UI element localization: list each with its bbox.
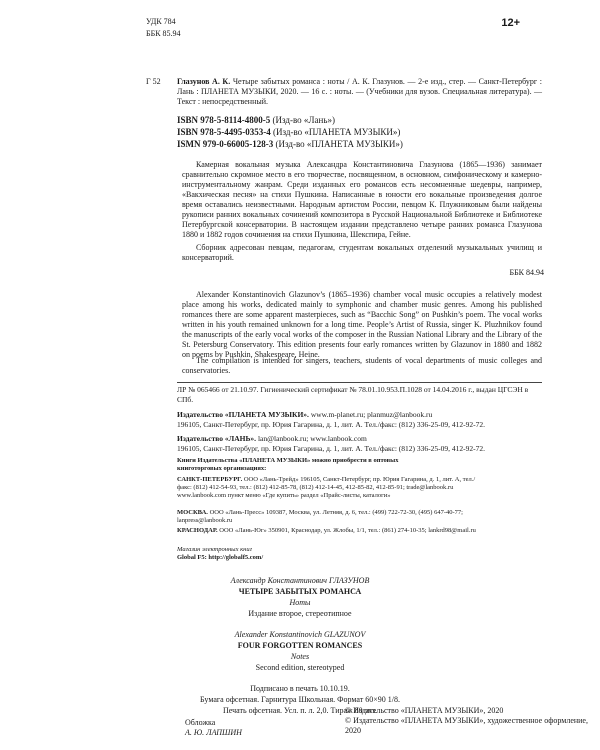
print-run: Печать офсетная. Усл. п. л. 2,0. Тираж 80 экз.	[223, 706, 377, 715]
en-title: FOUR FORGOTTEN ROMANCES	[237, 641, 363, 650]
bibliographic-record	[177, 77, 542, 107]
bbk-code-bottom: ББК 84.94	[509, 268, 544, 277]
publisher-address: 196105, Санкт-Петербург, пр. Юрия Гагарина, д. 1, лит. А. Тел./факс: (812) 336-25-09, 412-92-72.	[177, 419, 486, 429]
author-name: Глазунов А. К.	[177, 77, 231, 86]
shops-heading: Книги Издательства «ПЛАНЕТА МУЗЫКИ» можно приобрести в оптовых книготорговых организациях:	[177, 457, 399, 473]
ismn-number: ISMN 979-0-66005-128-3	[177, 139, 274, 149]
ru-type: Ноты	[289, 598, 311, 607]
udk-code: УДК 784	[146, 17, 176, 26]
ismn-publisher: (Изд-во «ПЛАНЕТА МУЗЫКИ»)	[273, 139, 403, 149]
print-paper: Бумага офсетная. Гарнитура Школьная. Формат 60×90 1/8.	[200, 695, 400, 704]
isbn-number: ISBN 978-5-8114-4800-5	[177, 115, 271, 125]
shop-moscow	[177, 509, 477, 525]
catalog-code: Г 52	[146, 77, 161, 86]
ru-edition: Издание второе, стереотипное	[248, 609, 352, 618]
publisher-planeta	[177, 410, 542, 429]
shop-details: ООО «Лань-Пресс» 109387, Москва, ул. Летняя, д. 6, тел.: (499) 722-72-30, (495) 647-40-77; lanpress@lanbook.ru	[177, 509, 463, 525]
shop-city: КРАСНОДАР.	[177, 527, 218, 534]
isbn-number: ISBN 978-5-4495-0353-4	[177, 127, 271, 137]
copyright-1: © Издательство «ПЛАНЕТА МУЗЫКИ», 2020	[345, 706, 504, 715]
annotation-ru-2: Сборник адресован певцам, педагогам, студентам вокальных отделений музыкальных училищ и консерваторий.	[182, 243, 542, 262]
shop-city: САНКТ-ПЕТЕРБУРГ.	[177, 476, 243, 483]
ismn-line	[177, 139, 557, 150]
publisher-name: Издательство «ПЛАНЕТА МУЗЫКИ».	[177, 410, 309, 419]
bbk-code-top: ББК 85.94	[146, 29, 181, 38]
annotation-en-1: Alexander Konstantinovich Glazunov’s (1865–1936) chamber vocal music occupies a relatively modest place among his works, dedicated mainly to symphonic and chamber music genres. Among his published romances there are some apparent masterpieces, such as “Bacchic Song” on Pushkin’s poem. The vocal works written in his youth remained unknown for a long time. People’s Artist of Russia, singer K. Pluzhnikov found the manuscripts of the early vocal works of the composer in the Russian National Library and the Library of the St. Petersburg Conservatory. This edition presents four early romances written by Glazunov in 1880 and 1882 on poems by Pushkin, Shakespeare, Heine.	[182, 290, 542, 359]
en-author: Alexander Konstantinovich GLAZUNOV	[234, 630, 366, 639]
ebooks-label: Магазин электронных книг	[177, 546, 253, 553]
cover-label: Обложка	[185, 718, 216, 727]
copyright-2: © Издательство «ПЛАНЕТА МУЗЫКИ», художественное оформление, 2020	[345, 716, 588, 735]
cover-artist: А. Ю. ЛАПШИН	[185, 728, 242, 737]
license-info: ЛР № 065466 от 21.10.97. Гигиенический сертификат № 78.01.10.953.П.1028 от 14.04.2016 г., выдан ЦГСЭН в СПб.	[177, 385, 529, 404]
en-edition: Second edition, stereotyped	[255, 663, 345, 672]
ru-title: ЧЕТЫРЕ ЗАБЫТЫХ РОМАНСА	[238, 587, 362, 596]
en-type: Notes	[290, 652, 310, 661]
ebooks-store: Global F5: http://globalf5.com/	[177, 554, 264, 561]
isbn-line	[177, 115, 557, 126]
publisher-address: 196105, Санкт-Петербург, пр. Юрия Гагарина, д. 1, лит. А. Тел./факс: (812) 336-25-09, 412-92-72.	[177, 443, 486, 453]
bibliographic-text: Четыре забытых романса : ноты / А. К. Глазунов. — 2-е изд., стер. — Санкт-Петербург : Лань : ПЛАНЕТА МУЗЫКИ, 2020. — 16 с. : ноты. — (Учебники для вузов. Специальная литература). — Текст : непосредственный.	[177, 77, 543, 106]
age-rating: 12+	[501, 17, 520, 29]
ru-author: Александр Константинович ГЛАЗУНОВ	[230, 576, 370, 585]
isbn-line	[177, 127, 557, 138]
shop-city: МОСКВА.	[177, 509, 208, 516]
publisher-name: Издательство «ЛАНЬ».	[177, 434, 257, 443]
shop-krasnodar	[177, 527, 477, 535]
isbn-publisher: (Изд-во «ПЛАНЕТА МУЗЫКИ»)	[270, 127, 401, 137]
shop-spb	[177, 476, 477, 501]
shop-details: ООО «Лань-Трейд» 196105, Санкт-Петербург, пр. Юрия Гагарина, д. 1, лит. А, тел./факс: (812) 412-54-93, тел.: (812) 412-85-78, (812) 412-14-45, 412-85-82, 412-85-91; trade@lanbook.ru www.lanbook.com пункт меню «Где купить» раздел «Прайс-листы, каталоги»	[177, 476, 476, 500]
annotation-ru-1: Камерная вокальная музыка Александра Константиновича Глазунова (1865—1936) занимает сравнительно скромное место в его творчестве, посвященном, в основном, симфоническому и камерно-инструментальному жанрам. Среди изданных его романсов есть несомненные шедевры, например, «Вакхическая песня» на стихи Пушкина. Написанные в юности его вокальные произведения долгое время оставались неизвестными. Народным артистом России, певцом К. Плужниковым были найдены рукописи ранних вокальных сочинений композитора в Русской Национальной Библиотеке и Библиотеке Петербургской консерватории. В настоящем издании представлено четыре ранних романса Глазунова 1880 и 1882 годов сочинения на стихи Пушкина, Шекспира, Гейне.	[182, 160, 542, 239]
isbn-publisher: (Изд-во «Лань»)	[270, 115, 335, 125]
shop-details: ООО «Лань-Юг» 350901, Краснодар, ул. Жлобы, 1/1, тел.: (861) 274-10-35; lankrd98@mail.ru	[219, 527, 476, 534]
print-signed: Подписано в печать 10.10.19.	[250, 684, 350, 693]
divider	[177, 382, 542, 383]
publisher-contacts: www.m-planet.ru; planmuz@lanbook.ru	[308, 410, 433, 419]
annotation-en-2: The compilation is intended for singers, teachers, students of vocal departments of music colleges and conservatories.	[182, 356, 542, 375]
publisher-lan	[177, 434, 542, 453]
publisher-contacts: lan@lanbook.ru; www.lanbook.com	[256, 434, 367, 443]
